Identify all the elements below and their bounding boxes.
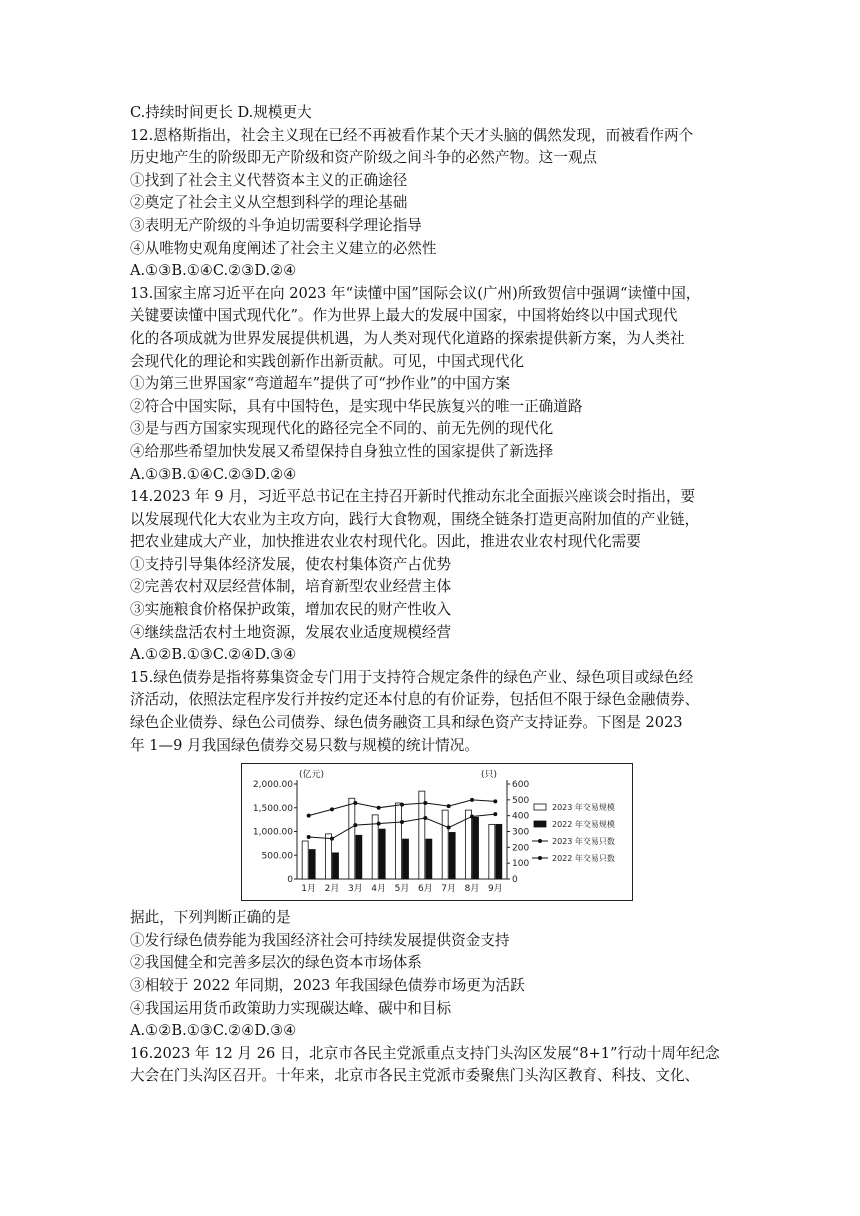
bar-2023-scale	[396, 803, 402, 879]
bar-2022-scale	[426, 839, 432, 879]
text-line: ①找到了社会主义代替资本主义的正确途径	[130, 171, 408, 189]
bar-2023-scale	[489, 825, 495, 880]
text-line: 化的各项成就为世界发展提供机遇，为人类对现代化道路的探索提供新方案，为人类社	[130, 329, 685, 347]
point-2023-count	[400, 803, 404, 807]
text-line: ③相较于 2022 年同期，2023 年我国绿色债券市场更为活跃	[130, 977, 525, 994]
exam-page	[130, 102, 735, 1088]
point-2023-count	[307, 814, 311, 818]
point-2023-count	[353, 801, 357, 805]
y-left-unit: (亿元)	[299, 770, 325, 781]
right-tick-label: 0	[512, 875, 518, 886]
x-tick-label: 6月	[417, 884, 433, 895]
bar-2022-scale	[379, 829, 385, 879]
x-tick-label: 8月	[464, 884, 480, 895]
text-line: 大会在门头沟区召开。十年来，北京市各民主党派市委聚焦门头沟区教育、科技、文化、	[130, 1067, 700, 1085]
right-tick-label: 200	[512, 843, 530, 854]
point-2022-count	[307, 835, 311, 839]
bar-2023-scale	[442, 810, 448, 879]
point-2023-count	[330, 808, 334, 812]
chart-svg	[242, 764, 632, 900]
text-line: 15.绿色债券是指将募集资金专门用于支持符合规定条件的绿色产业、绿色项目或绿色经	[130, 668, 694, 686]
text-line: ②我国健全和完善多层次的绿色资本市场体系	[130, 954, 422, 972]
bar-2022-scale	[473, 817, 479, 879]
left-tick-label: 2,000.00	[252, 780, 293, 791]
legend-label: 2023 年交易规模	[552, 803, 615, 813]
right-tick-label: 400	[512, 811, 530, 822]
legend-marker	[538, 839, 542, 843]
text-line: ①支持引导集体经济发展，使农村集体资产占优势	[130, 555, 452, 573]
question-text-bottom	[130, 907, 735, 1088]
text-line: ①为第三世界国家“弯道超车”提供了可“抄作业”的中国方案	[130, 375, 511, 393]
text-line: C.持续时间更长 D.规模更大	[130, 104, 312, 121]
x-tick-label: 7月	[441, 884, 457, 895]
text-line: ②完善农村双层经营体制，培育新型农业经营主体	[130, 578, 452, 596]
text-line: ①发行绿色债券能为我国经济社会可持续发展提供资金支持	[130, 931, 510, 949]
text-line: 12.恩格斯指出，社会主义现在已经不再被看作某个天才头脑的偶然发现，而被看作两个	[130, 126, 694, 144]
text-line: 13.国家主席习近平在向 2023 年“读懂中国”国际会议(广州)所致贺信中强调“读懂中国，	[130, 284, 701, 302]
bar-2022-scale	[309, 850, 315, 879]
text-line: 据此，下列判断正确的是	[130, 909, 291, 927]
text-line: 关键要读懂中国式现代化”。作为世界上最大的发展中国家，中国将始终以中国式现代	[130, 307, 678, 325]
point-2023-count	[423, 801, 427, 805]
point-2023-count	[447, 804, 451, 808]
left-tick-label: 0	[287, 875, 293, 886]
text-line: 历史地产生的阶级即无产阶级和资产阶级之间斗争的必然产物。这一观点	[130, 149, 598, 167]
text-line: 16.2023 年 12 月 26 日，北京市各民主党派重点支持门头沟区发展“8+1”行动十周年纪念	[130, 1044, 720, 1062]
bar-2023-scale	[302, 841, 308, 879]
point-2022-count	[353, 823, 357, 827]
text-line: A.①③B.①④C.②③D.②④	[130, 262, 297, 280]
point-2023-count	[470, 798, 474, 802]
bar-2023-scale	[466, 810, 472, 879]
text-line: ②奠定了社会主义从空想到科学的理论基础	[130, 194, 408, 212]
text-line: A.①③B.①④C.②③D.②④	[130, 465, 297, 483]
text-line: 会现代化的理论和实践创新作出新贡献。可见，中国式现代化	[130, 352, 525, 370]
point-2022-count	[400, 820, 404, 824]
left-tick-label: 1,000.00	[252, 827, 293, 838]
x-tick-label: 5月	[394, 884, 410, 895]
y-right-unit: (只)	[481, 770, 498, 781]
point-2022-count	[470, 815, 474, 819]
point-2023-count	[493, 800, 497, 804]
text-line: ③实施粮食价格保护政策，增加农民的财产性收入	[130, 601, 452, 619]
x-tick-label: 1月	[301, 884, 317, 895]
bar-2022-scale	[496, 825, 502, 880]
legend-swatch	[534, 821, 546, 827]
right-tick-label: 600	[512, 780, 530, 791]
text-line: 把农业建成大产业，加快推进农业农村现代化。因此，推进农业农村现代化需要	[130, 533, 641, 551]
x-tick-label: 2月	[324, 884, 340, 895]
point-2023-count	[377, 806, 381, 810]
text-line: ④从唯物史观角度阐述了社会主义建立的必然性	[130, 239, 437, 257]
text-line: ③是与西方国家实现现代化的路径完全不同的、前无先例的现代化	[130, 420, 554, 438]
x-tick-label: 9月	[487, 884, 503, 895]
bar-2022-scale	[356, 836, 362, 880]
legend-label: 2022 年交易规模	[552, 820, 615, 830]
bar-2023-scale	[326, 834, 332, 879]
text-line: ②符合中国实际，具有中国特色，是实现中华民族复兴的唯一正确道路	[130, 397, 583, 415]
text-line: A.①②B.①③C.②④D.③④	[130, 1022, 297, 1040]
text-line: ④我国运用货币政策助力实现碳达峰、碳中和目标	[130, 999, 452, 1017]
legend-label: 2022 年交易只数	[552, 854, 615, 864]
text-line: 绿色企业债券、绿色公司债券、绿色债务融资工具和绿色资产支持证券。下图是 2023	[130, 714, 683, 732]
x-tick-label: 3月	[347, 884, 363, 895]
point-2022-count	[423, 816, 427, 820]
right-tick-label: 500	[512, 796, 530, 807]
x-tick-label: 4月	[371, 884, 387, 895]
text-line: A.①②B.①③C.②④D.③④	[130, 646, 297, 664]
text-line: ③表明无产阶级的斗争迫切需要科学理论指导	[130, 216, 422, 234]
right-tick-label: 100	[512, 859, 530, 870]
bar-2022-scale	[449, 833, 455, 880]
text-line: 年 1—9 月我国绿色债券交易只数与规模的统计情况。	[130, 736, 479, 754]
text-line: ④给那些希望加快发展又希望保持自身独立性的国家提供了新选择	[130, 442, 554, 460]
point-2022-count	[493, 812, 497, 816]
point-2022-count	[377, 822, 381, 826]
bar-2022-scale	[403, 839, 409, 879]
text-line: 济活动，依照法定程序发行并按约定还本付息的有价证券，包括但不限于绿色金融债券、	[130, 691, 700, 709]
legend-label: 2023 年交易只数	[552, 837, 615, 847]
point-2022-count	[447, 826, 451, 830]
text-line: ④继续盘活农村土地资源，发展农业适度规模经营	[130, 623, 452, 641]
text-line: 14.2023 年 9 月，习近平总书记在主持召开新时代推动东北全面振兴座谈会时指出，要	[130, 488, 696, 506]
bar-2023-scale	[349, 798, 355, 879]
bar-2022-scale	[333, 853, 339, 879]
text-line: 以发展现代化大农业为主攻方向，践行大食物观，围绕全链条打造更高附加值的产业链，	[130, 510, 700, 528]
left-tick-label: 500.00	[261, 851, 293, 862]
green-bond-chart	[241, 763, 633, 901]
legend-marker	[538, 856, 542, 860]
question-text-top	[130, 102, 735, 757]
right-tick-label: 300	[512, 827, 530, 838]
left-tick-label: 1,500.00	[252, 803, 293, 814]
legend-swatch	[534, 804, 546, 810]
point-2022-count	[330, 837, 334, 841]
